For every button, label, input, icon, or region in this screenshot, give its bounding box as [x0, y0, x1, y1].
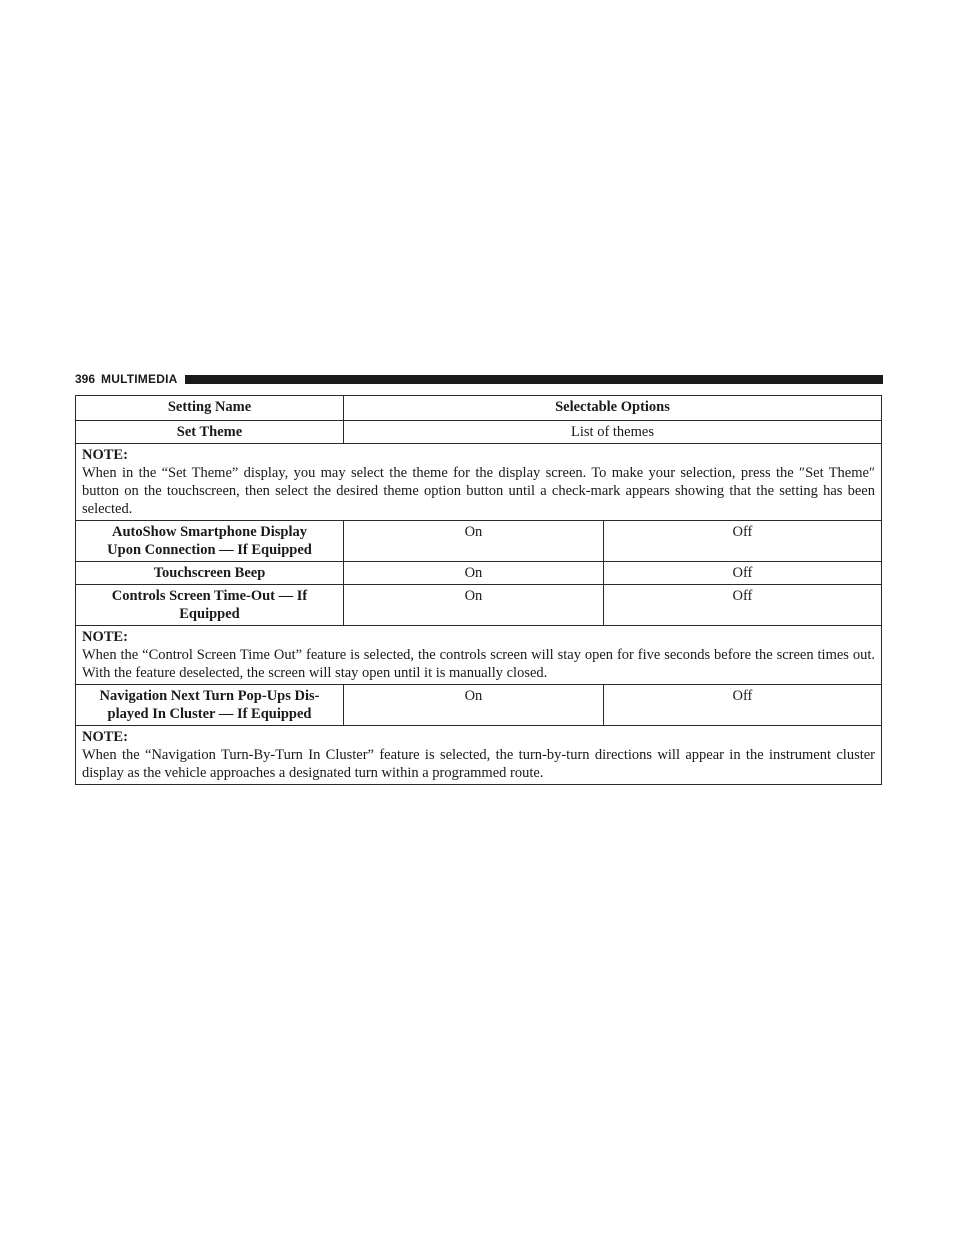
- option-on: On: [344, 685, 604, 726]
- option-off: Off: [603, 521, 881, 562]
- option-off: Off: [603, 685, 881, 726]
- section-title: MULTIMEDIA: [101, 372, 178, 386]
- table-row: [76, 685, 882, 726]
- option-on: On: [344, 521, 604, 562]
- note-row: [76, 626, 882, 685]
- table-row: [76, 562, 882, 585]
- column-header-selectable-options: Selectable Options: [344, 396, 882, 421]
- setting-name-line: AutoShow Smartphone Display: [112, 524, 307, 540]
- note-set-theme: [76, 444, 882, 521]
- page-number: 396: [75, 372, 96, 386]
- table-row: [76, 585, 882, 626]
- settings-table: [75, 395, 882, 785]
- option-off: Off: [603, 562, 881, 585]
- table-row: [76, 421, 882, 444]
- setting-name-line: Upon Connection — If Equipped: [107, 542, 312, 558]
- note-label: NOTE:: [82, 447, 128, 463]
- setting-name-touchscreen-beep: Touchscreen Beep: [76, 562, 344, 585]
- table-row: [76, 521, 882, 562]
- header-rule: [185, 375, 883, 384]
- setting-name-line: Equipped: [179, 606, 240, 622]
- setting-name-navigation-next-turn: [76, 685, 344, 726]
- option-on: On: [344, 562, 604, 585]
- setting-name-line: played In Cluster — If Equipped: [107, 706, 312, 722]
- column-header-setting-name: Setting Name: [76, 396, 344, 421]
- setting-name-controls-screen-time-out: [76, 585, 344, 626]
- table-header-row: [76, 396, 882, 421]
- note-row: [76, 444, 882, 521]
- note-text: When the “Navigation Turn-By-Turn In Cluster” feature is selected, the turn-by-turn directions will appear in the instrument cluster display as the vehicle approaches a designated turn within a programmed route.: [82, 747, 875, 781]
- note-text: When in the “Set Theme” display, you may select the theme for the display screen. To make your selection, press the ″Set Theme″ button on the touchscreen, then select the desired theme option button until a check-mark appears showing that the setting has been selected.: [82, 465, 875, 517]
- setting-name-line: Controls Screen Time-Out — If: [111, 588, 308, 604]
- option-list-of-themes: List of themes: [344, 421, 882, 444]
- setting-name-autoshow: [76, 521, 344, 562]
- note-row: [76, 726, 882, 785]
- setting-name-line: Navigation Next Turn Pop-Ups Dis-: [99, 688, 320, 704]
- note-control-screen-time-out: [76, 626, 882, 685]
- note-label: NOTE:: [82, 629, 128, 645]
- note-navigation-turn-by-turn: [76, 726, 882, 785]
- option-on: On: [344, 585, 604, 626]
- setting-name-set-theme: Set Theme: [76, 421, 344, 444]
- note-text: When the “Control Screen Time Out” feature is selected, the controls screen will stay open for five seconds before the screen times out. With the feature deselected, the screen will stay open until it is manually closed.: [82, 647, 875, 681]
- option-off: Off: [603, 585, 881, 626]
- page-header: [75, 371, 883, 387]
- note-label: NOTE:: [82, 729, 128, 745]
